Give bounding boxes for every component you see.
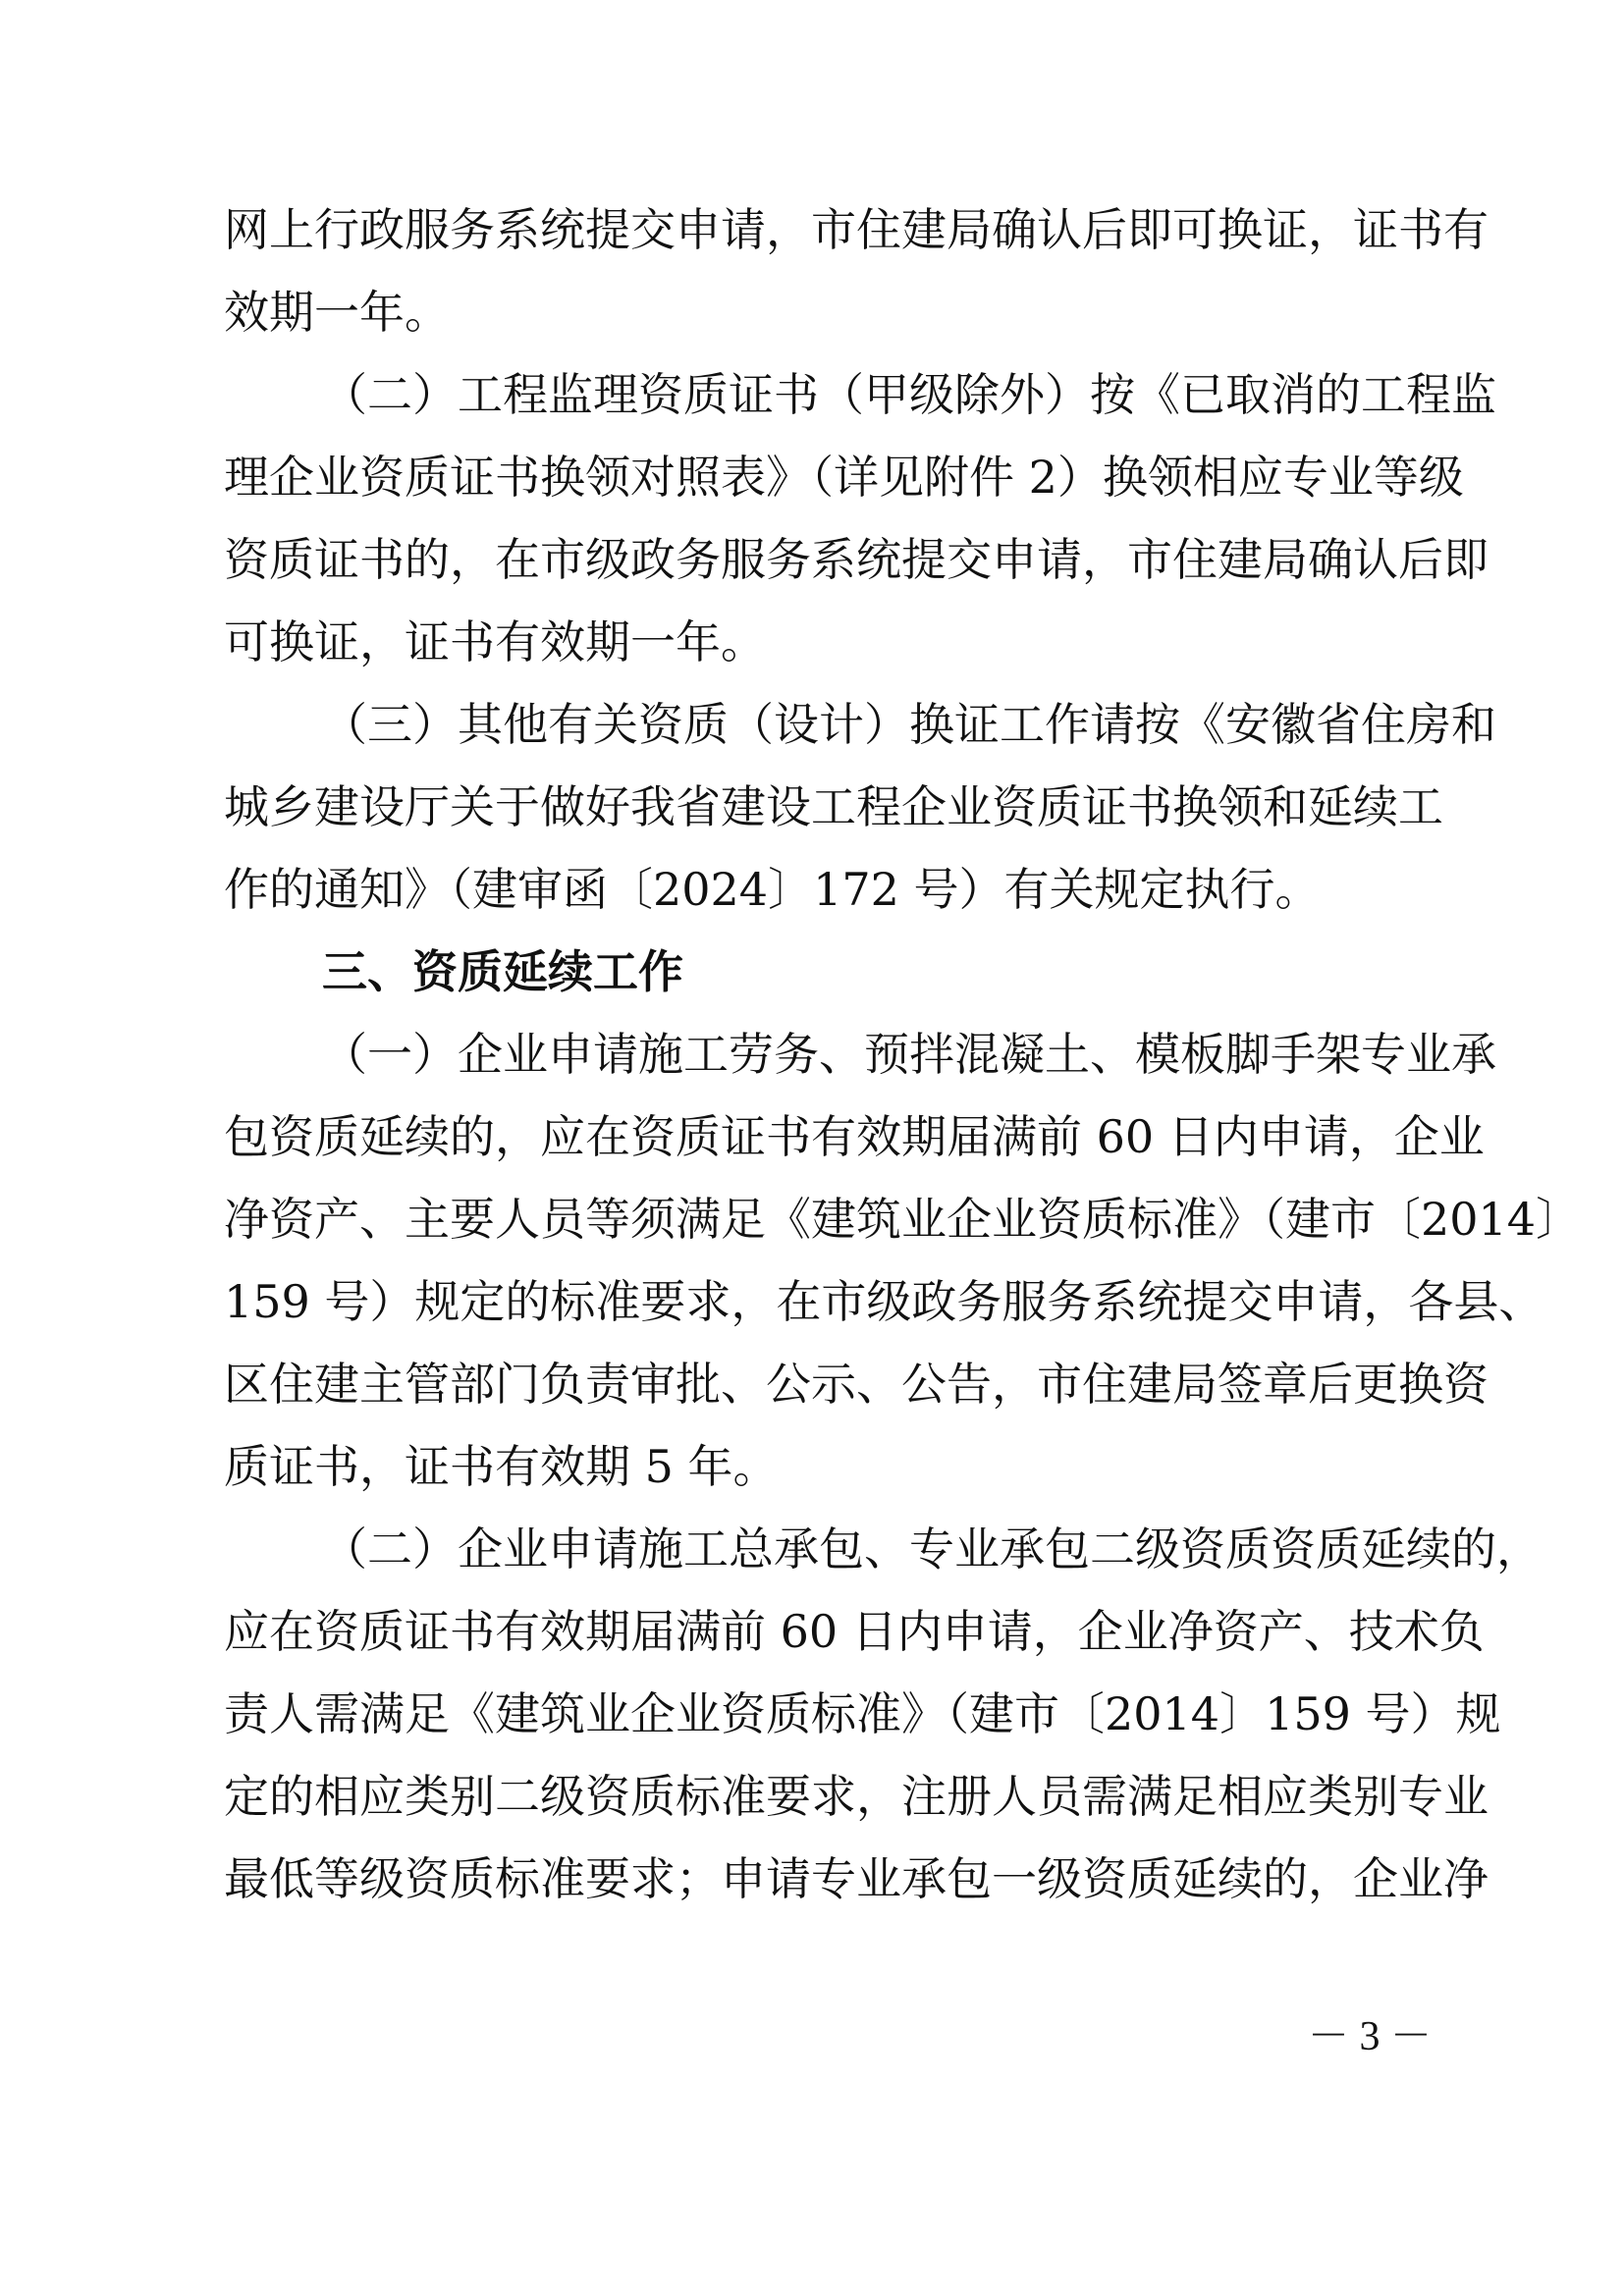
body-text-line: 质证书，证书有效期 5 年。 (224, 1440, 779, 1493)
paragraph-first-line: （一）企业申请施工劳务、预拌混凝土、模板脚手架专业承 (322, 1028, 1496, 1081)
body-text-line: 可换证，证书有效期一年。 (224, 615, 766, 668)
body-text-line: 定的相应类别二级资质标准要求，注册人员需满足相应类别专业 (224, 1770, 1489, 1823)
body-text-line: 责人需满足《建筑业企业资质标准》（建市〔2014〕159 号）规 (224, 1687, 1501, 1740)
section-heading: 三、资质延续工作 (322, 945, 683, 998)
body-text-line: 包资质延续的，应在资质证书有效期届满前 60 日内申请，企业 (224, 1110, 1485, 1163)
page-number: － 3 － (1307, 2014, 1432, 2059)
body-text-line: 网上行政服务系统提交申请，市住建局确认后即可换证，证书有 (224, 203, 1489, 256)
body-text-line: 159 号）规定的标准要求，在市级政务服务系统提交申请，各县、 (224, 1275, 1544, 1328)
body-text-line: 效期一年。 (224, 286, 450, 339)
body-text-line: 应在资质证书有效期届满前 60 日内申请，企业净资产、技术负 (224, 1605, 1485, 1658)
body-text-line: 城乡建设厅关于做好我省建设工程企业资质证书换领和延续工 (224, 780, 1443, 833)
body-text-line: 净资产、主要人员等须满足《建筑业企业资质标准》（建市〔2014〕 (224, 1193, 1582, 1246)
paragraph-first-line: （二）工程监理资质证书（甲级除外）按《已取消的工程监 (322, 368, 1496, 421)
body-text-line: 理企业资质证书换领对照表》（详见附件 2）换领相应专业等级 (224, 451, 1464, 504)
paragraph-first-line: （三）其他有关资质（设计）换证工作请按《安徽省住房和 (322, 698, 1496, 751)
body-text-line: 区住建主管部门负责审批、公示、公告，市住建局签章后更换资 (224, 1358, 1489, 1411)
body-text-line: 资质证书的，在市级政务服务系统提交申请，市住建局确认后即 (224, 533, 1489, 586)
body-text-line: 作的通知》（建审函〔2024〕172 号）有关规定执行。 (224, 863, 1321, 916)
paragraph-first-line: （二）企业申请施工总承包、专业承包二级资质资质延续的， (322, 1522, 1542, 1575)
body-text-line: 最低等级资质标准要求；申请专业承包一级资质延续的，企业净 (224, 1852, 1489, 1905)
